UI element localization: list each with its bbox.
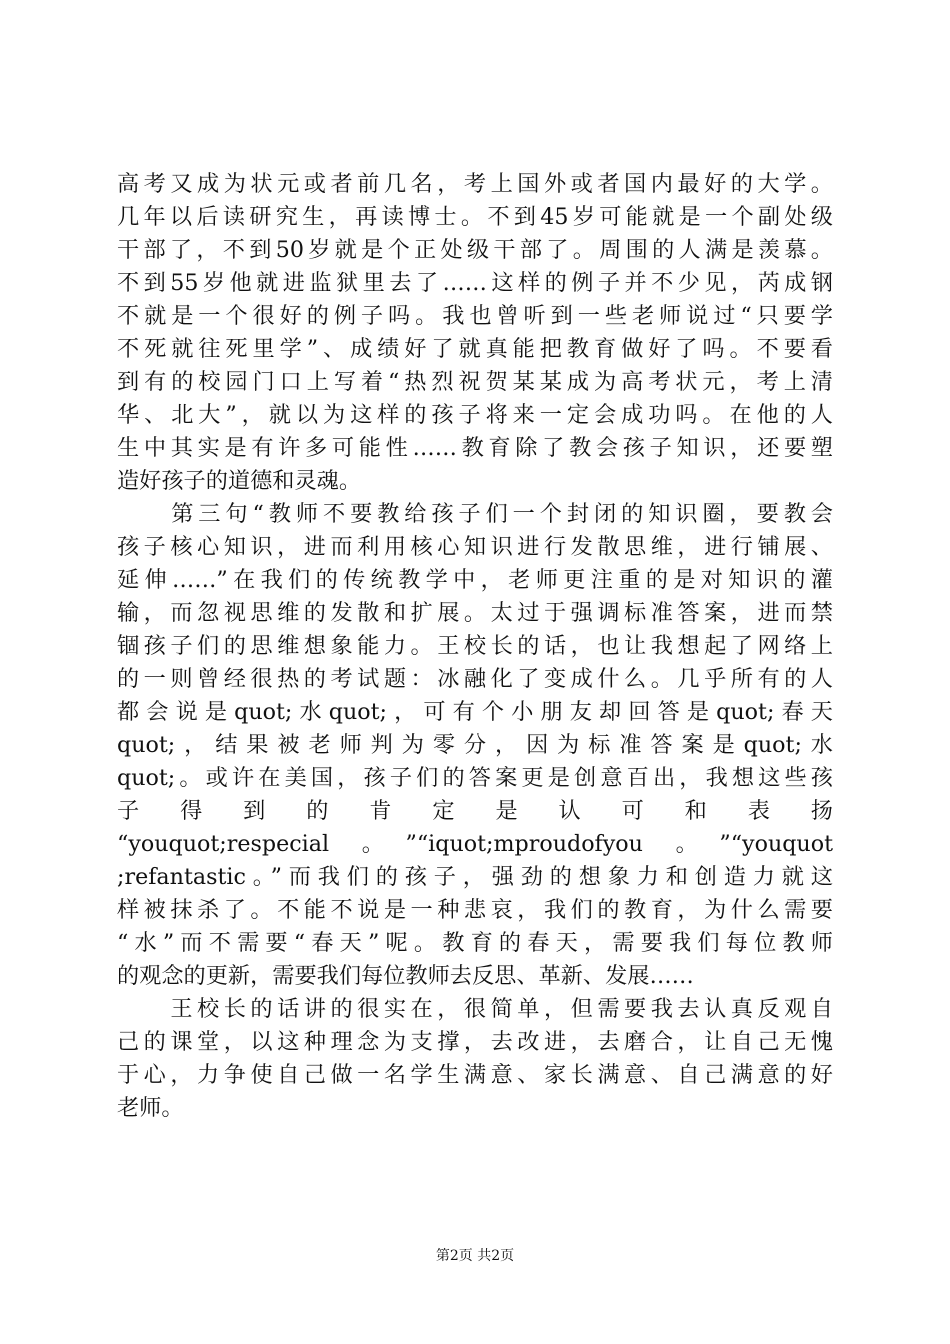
text-line: “水”而不需要“春天”呢。教育的春天，需要我们每位教师 [117,930,833,956]
text-line: 干部了，不到50岁就是个正处级干部了。周围的人满是羡慕。 [117,237,833,263]
text-line: 不到55岁他就进监狱里去了……这样的例子并不少见，芮成钢 [117,270,833,296]
text-line: 第三句“教师不要教给孩子们一个封闭的知识圈，要教会 [117,501,833,527]
text-line: 样被抹杀了。不能不说是一种悲哀，我们的教育，为什么需要 [117,897,833,923]
text-line: quot;，结果被老师判为零分，因为标准答案是quot;水 [117,732,833,758]
text-line: 的一则曾经很热的考试题：冰融化了变成什么。几乎所有的人 [117,666,833,692]
text-line: 王校长的话讲的很实在，很简单，但需要我去认真反观自 [117,996,833,1022]
text-line: 不死就往死里学”、成绩好了就真能把教育做好了吗。不要看 [117,336,833,362]
text-line: 孩子核心知识，进而利用核心知识进行发散思维，进行铺展、 [117,534,833,560]
text-line: 都会说是quot;水quot;，可有个小朋友却回答是quot;春天 [117,699,833,725]
paragraph [117,498,833,993]
text-line: 输，而忽视思维的发散和扩展。太过于强调标准答案，进而禁 [117,600,833,626]
text-line: 生中其实是有许多可能性……教育除了教会孩子知识，还要塑 [117,435,833,461]
text-line: 己的课堂，以这种理念为支撑，去改进，去磨合，让自己无愧 [117,1029,833,1055]
text-line: “youquot;respecial。”“iquot;mproudofyou。”“youquot [117,831,833,857]
text-line: 华、北大”，就以为这样的孩子将来一定会成功吗。在他的人 [117,402,833,428]
text-line: 造好孩子的道德和灵魂。 [117,468,362,494]
document-body [117,168,833,1125]
paragraph [117,993,833,1125]
text-line: 的观念的更新，需要我们每位教师去反思、革新、发展…… [117,963,694,989]
text-line: 高考又成为状元或者前几名，考上国外或者国内最好的大学。 [117,171,833,197]
text-line: 延伸……”在我们的传统教学中，老师更注重的是对知识的灌 [117,567,833,593]
text-line: 几年以后读研究生，再读博士。不到45岁可能就是一个副处级 [117,204,833,230]
text-line: 到有的校园门口上写着“热烈祝贺某某成为高考状元，考上清 [117,369,833,395]
paragraph [117,168,833,498]
text-line: ;refantastic。”而我们的孩子，强劲的想象力和创造力就这 [117,864,833,890]
text-line: 老师。 [117,1095,184,1121]
text-line: 锢孩子们的思维想象能力。王校长的话，也让我想起了网络上 [117,633,833,659]
text-line: 子 得 到 的 肯 定 是 认 可 和 表 扬 [117,798,833,824]
page-number-footer: 第2页 共2页 [435,1248,515,1264]
text-line: quot;。或许在美国，孩子们的答案更是创意百出，我想这些孩 [117,765,833,791]
text-line: 于心，力争使自己做一名学生满意、家长满意、自己满意的好 [117,1062,833,1088]
text-line: 不就是一个很好的例子吗。我也曾听到一些老师说过“只要学 [117,303,833,329]
